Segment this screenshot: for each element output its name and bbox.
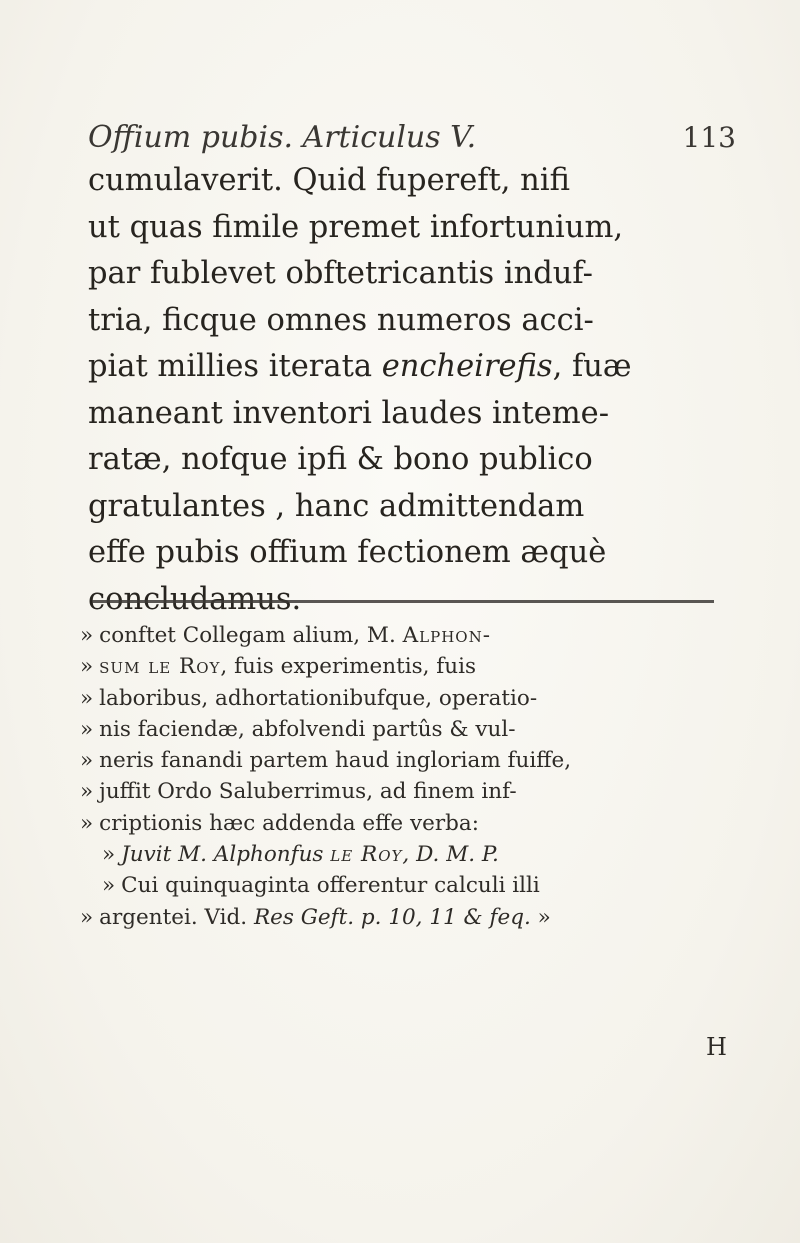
text-line: tria, ficque omnes numeros acci- xyxy=(88,302,594,338)
text-segment: , fuæ xyxy=(552,349,632,384)
quote-mark: » xyxy=(102,842,116,868)
catchword: H xyxy=(706,1033,727,1061)
text-segment: piat millies iterata xyxy=(88,349,382,384)
text-segment: juffit Ordo Saluberrimus, ad finem inf- xyxy=(99,779,517,805)
footnote-line xyxy=(80,808,740,839)
footnote-line xyxy=(80,714,740,745)
small-caps-name: le Roy xyxy=(330,842,403,868)
footnote-line xyxy=(80,620,740,651)
quote-mark: » xyxy=(80,748,94,774)
text-line: cumulaverit. Quid fupereft, nifi xyxy=(88,163,570,198)
text-segment: nis faciendæ, abfolvendi partûs & vul- xyxy=(99,716,516,742)
closing-quote: » xyxy=(530,904,551,930)
italic-segment: Juvit M. Alphonfus xyxy=(121,842,331,868)
quote-mark: » xyxy=(80,685,94,711)
text-line: maneant inventori laudes inteme- xyxy=(88,395,610,431)
text-segment: neris fanandi partem haud ingloriam fuiffe, xyxy=(99,748,572,774)
small-caps-name: Alphon- xyxy=(402,623,491,648)
small-caps-name: sum le Roy xyxy=(99,654,221,680)
text-segment: Cui quinquaginta offerentur calculi illi xyxy=(121,873,540,899)
separator-rule xyxy=(92,600,714,603)
text-line: par fublevet obftetricantis induf- xyxy=(88,256,593,291)
running-head: Offium pubis. Articulus V. xyxy=(88,120,477,155)
text-segment: , fuis experimentis, fuis xyxy=(220,654,477,680)
text-line: effe pubis offium fectionem æquè xyxy=(88,535,607,570)
text-segment: argentei. Vid. xyxy=(99,904,254,930)
text-line: gratulantes , hanc admittendam xyxy=(88,488,585,524)
footnote-block xyxy=(80,620,740,933)
text-line: ut quas fimile premet infortunium, xyxy=(88,209,624,245)
text-line: ratæ, nofque ipfi & bono publico xyxy=(88,442,593,477)
quote-mark: » xyxy=(80,623,94,648)
footnote-line xyxy=(80,902,740,933)
text-segment: conftet Collegam alium, M. xyxy=(99,623,403,648)
italic-term: encheirefis xyxy=(381,349,553,384)
text-line: concludamus. xyxy=(88,581,302,617)
text-segment: laboribus, adhortationibufque, operatio- xyxy=(99,685,538,711)
footnote-line xyxy=(80,683,740,714)
quote-mark: » xyxy=(80,716,94,742)
quote-mark: » xyxy=(80,779,94,805)
page-number: 113 xyxy=(682,121,736,154)
text-segment: criptionis hæc addenda effe verba: xyxy=(99,810,479,836)
footnote-line xyxy=(80,839,740,870)
footnote-line xyxy=(80,776,740,807)
quote-mark: » xyxy=(80,810,94,836)
page-header xyxy=(88,118,736,158)
italic-segment: , D. M. P. xyxy=(402,842,499,868)
quote-mark: » xyxy=(80,654,94,680)
footnote-line xyxy=(80,651,740,682)
footnote-line xyxy=(80,870,740,901)
footnote-line xyxy=(80,745,740,776)
quote-mark: » xyxy=(80,904,94,930)
main-text xyxy=(88,158,743,623)
text-line xyxy=(88,344,743,391)
italic-reference: Res Geft. p. 10, 11 & feq. xyxy=(253,904,531,930)
quote-mark: » xyxy=(102,873,116,899)
